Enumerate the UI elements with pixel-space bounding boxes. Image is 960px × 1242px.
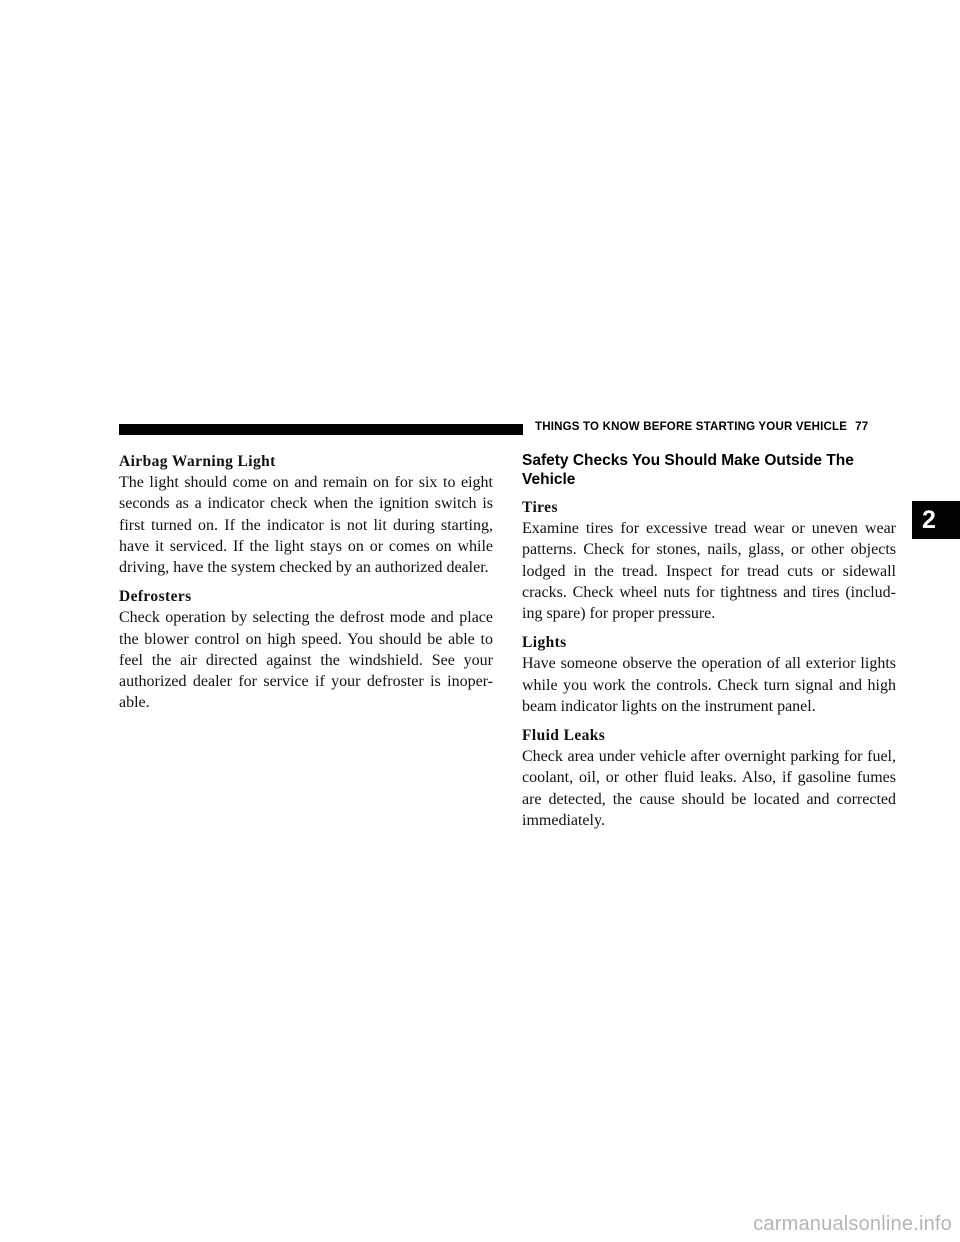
section-heading: Safety Checks You Should Make Outside The Vehicle (522, 452, 854, 488)
section-tires (522, 497, 896, 624)
subsection-body: Check operation by selecting the defrost mode and place the blower control on high speed. You should be able to feel the air directed against the windshield. See your authorized dealer for service if your defroster is inoper-able. (119, 609, 493, 712)
header-rule (119, 424, 523, 435)
running-header (535, 421, 868, 433)
section-lights (522, 632, 896, 717)
subsection-body: Examine tires for excessive tread wear or uneven wear patterns. Check for stones, nails, glass, or other objects lodged in the tread. Inspect for tread cuts or sidewall cracks. Check wheel nuts for tightness and tires (includ-ing spare) for proper pressure. (522, 520, 896, 623)
subsection-title: Lights (522, 634, 567, 652)
subsection-body: Check area under vehicle after overnight parking for fuel, coolant, oil, or other fluid leaks. Also, if gasoline fumes are detected, the cause should be located and corrected immediately. (522, 748, 896, 829)
subsection-body: The light should come on and remain on for six to eight seconds as a indicator check when the ignition switch is first turned on. If the indicator is not lit during starting, have it serviced. If the light stays on or comes on while driving, have the system checked by an authorized dealer. (119, 474, 493, 577)
running-header-title: THINGS TO KNOW BEFORE STARTING YOUR VEHICLE (535, 421, 848, 433)
chapter-tab: 2 (912, 501, 960, 539)
subsection-title: Fluid Leaks (522, 727, 606, 745)
subsection-title: Tires (522, 499, 558, 516)
subsection-title: Airbag Warning Light (119, 453, 276, 470)
page-number: 77 (855, 421, 869, 433)
left-column (119, 451, 493, 721)
section-fluid-leaks (522, 725, 896, 831)
section-airbag-warning-light (119, 451, 493, 578)
subsection-body: Have someone observe the operation of all exterior lights while you work the controls. Check turn signal and high beam indicator lights on the instrument panel. (522, 655, 896, 715)
section-defrosters (119, 586, 493, 713)
right-column (522, 451, 896, 839)
subsection-title: Defrosters (119, 588, 192, 606)
watermark-text: carmanualsonline.info (753, 1213, 952, 1235)
